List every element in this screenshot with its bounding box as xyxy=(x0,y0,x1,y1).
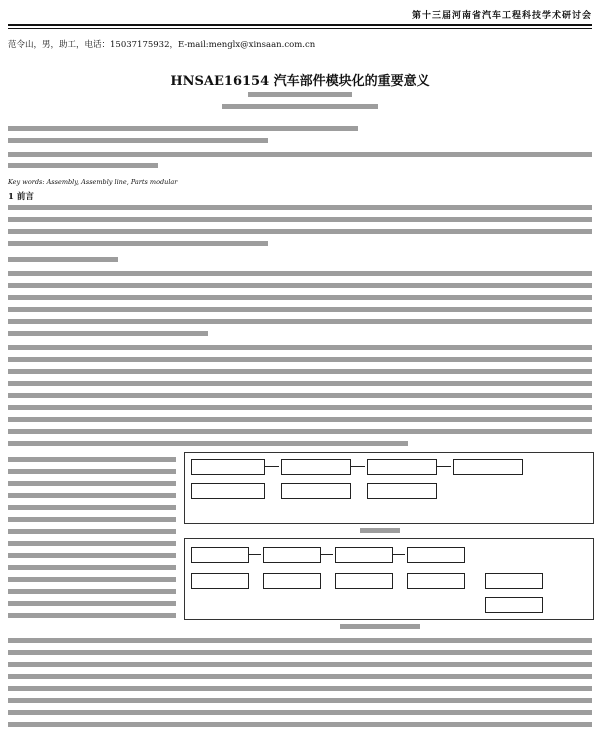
diagram-node xyxy=(335,547,393,563)
text-placeholder xyxy=(8,565,176,570)
text-placeholder xyxy=(8,283,592,288)
text-placeholder xyxy=(8,369,592,374)
text-placeholder xyxy=(8,698,592,703)
text-placeholder xyxy=(8,686,592,691)
diagram-node xyxy=(335,573,393,589)
diagram-link xyxy=(249,554,261,555)
text-placeholder xyxy=(8,357,592,362)
text-placeholder xyxy=(8,295,592,300)
text-placeholder xyxy=(8,441,408,446)
text-placeholder xyxy=(8,229,592,234)
diagram-node xyxy=(263,573,321,589)
diagram-link xyxy=(321,554,333,555)
text-placeholder xyxy=(8,126,358,131)
text-placeholder xyxy=(8,710,592,715)
section-heading-1: 1 前言 xyxy=(8,192,34,202)
text-placeholder xyxy=(8,257,118,262)
text-placeholder xyxy=(8,493,176,498)
diagram-link xyxy=(437,466,451,467)
diagram-node xyxy=(191,483,265,499)
author-contact-line: 范令山，男，助工，电话：15037175932，E-mail:menglx@xinsaan.com.cn xyxy=(8,40,316,50)
text-placeholder xyxy=(8,674,592,679)
text-placeholder xyxy=(8,541,176,546)
diagram-link xyxy=(265,466,279,467)
diagram-node xyxy=(485,573,543,589)
text-placeholder xyxy=(8,393,592,398)
text-placeholder xyxy=(8,152,592,157)
diagram-node xyxy=(191,547,249,563)
english-keywords: Key words: Assembly, Assembly line, Parts modular xyxy=(8,178,178,186)
text-placeholder xyxy=(8,662,592,667)
text-placeholder xyxy=(8,457,176,462)
text-placeholder xyxy=(8,601,176,606)
figure-2-caption-placeholder xyxy=(340,624,420,629)
text-placeholder xyxy=(8,138,268,143)
text-placeholder xyxy=(8,613,176,618)
text-placeholder xyxy=(8,319,592,324)
diagram-node xyxy=(453,459,523,475)
figure-2-diagram xyxy=(184,538,594,620)
text-placeholder xyxy=(8,529,176,534)
diagram-node xyxy=(367,483,437,499)
diagram-node xyxy=(407,573,465,589)
figure-1-caption-placeholder xyxy=(360,528,400,533)
text-placeholder xyxy=(8,517,176,522)
text-placeholder xyxy=(8,638,592,643)
text-placeholder xyxy=(8,381,592,386)
text-placeholder xyxy=(8,469,176,474)
text-placeholder xyxy=(8,307,592,312)
diagram-node xyxy=(281,483,351,499)
text-placeholder xyxy=(222,104,378,109)
text-placeholder xyxy=(8,217,592,222)
text-placeholder xyxy=(8,722,592,727)
diagram-link xyxy=(351,466,365,467)
text-placeholder xyxy=(8,241,268,246)
header-rule xyxy=(8,24,592,26)
text-placeholder xyxy=(8,429,592,434)
text-placeholder xyxy=(8,417,592,422)
text-placeholder xyxy=(8,650,592,655)
text-placeholder xyxy=(8,505,176,510)
text-placeholder xyxy=(8,271,592,276)
text-placeholder xyxy=(8,205,592,210)
text-placeholder xyxy=(248,92,352,97)
running-head: 第十三届河南省汽车工程科技学术研讨会 xyxy=(411,11,592,21)
figure-1-diagram xyxy=(184,452,594,524)
diagram-node xyxy=(367,459,437,475)
diagram-node xyxy=(281,459,351,475)
header-rule-thin xyxy=(8,28,592,29)
diagram-node xyxy=(407,547,465,563)
text-placeholder xyxy=(8,405,592,410)
text-placeholder xyxy=(8,553,176,558)
text-placeholder xyxy=(8,481,176,486)
text-placeholder xyxy=(8,163,158,168)
diagram-node xyxy=(191,459,265,475)
diagram-link xyxy=(393,554,405,555)
diagram-node xyxy=(485,597,543,613)
diagram-node xyxy=(191,573,249,589)
text-placeholder xyxy=(8,589,176,594)
text-placeholder xyxy=(8,331,208,336)
text-placeholder xyxy=(8,577,176,582)
text-placeholder xyxy=(8,345,592,350)
diagram-node xyxy=(263,547,321,563)
paper-title: HNSAE16154 汽车部件模块化的重要意义 xyxy=(170,74,430,89)
